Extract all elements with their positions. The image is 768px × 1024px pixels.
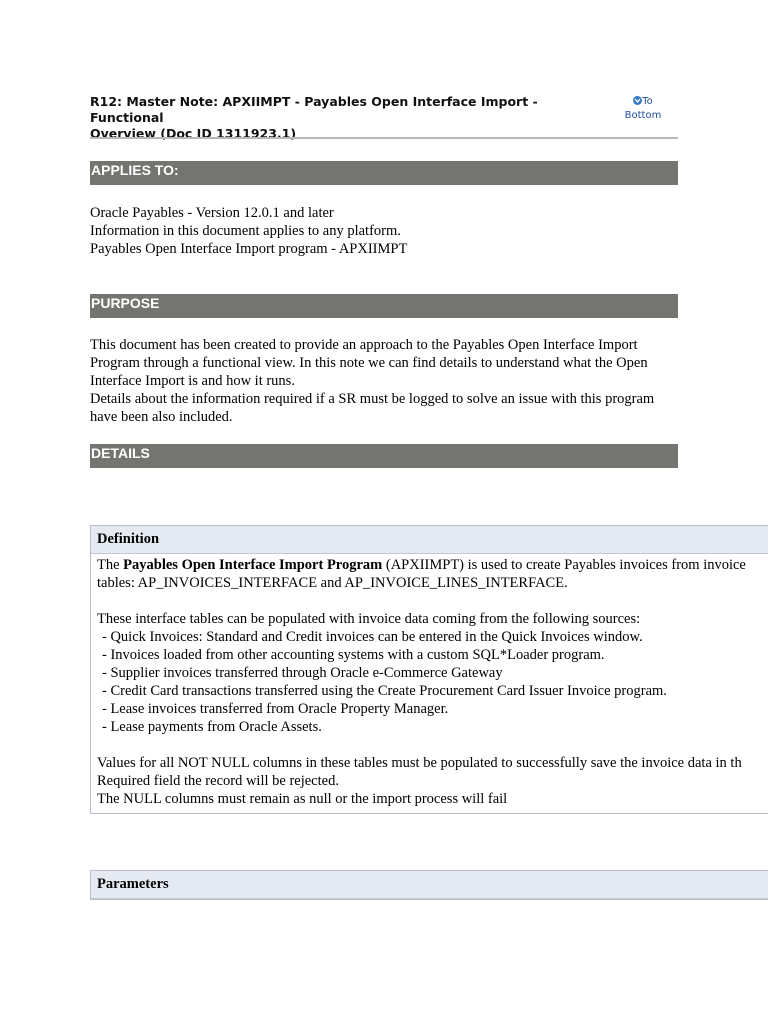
definition-note: Required field the record will be rejected. bbox=[97, 773, 339, 789]
purpose-line: have been also included. bbox=[90, 409, 233, 425]
purpose-body bbox=[90, 336, 686, 426]
applies-to-heading: APPLIES TO: bbox=[90, 161, 678, 185]
source-item: - Invoices loaded from other accounting systems with a custom SQL*Loader program. bbox=[102, 647, 605, 663]
definition-body bbox=[91, 554, 768, 812]
parameters-panel bbox=[90, 870, 768, 900]
definition-panel bbox=[90, 525, 768, 814]
page-title bbox=[90, 94, 610, 142]
definition-note: Values for all NOT NULL columns in these tables must be populated to successfully save the invoice data in th bbox=[97, 755, 742, 771]
purpose-heading: PURPOSE bbox=[90, 294, 678, 318]
arrow-down-circle-icon bbox=[633, 96, 642, 105]
program-name: Payables Open Interface Import Program bbox=[123, 557, 383, 573]
definition-intro bbox=[97, 556, 768, 574]
applies-to-line: Information in this document applies to any platform. bbox=[90, 223, 401, 239]
purpose-line: This document has been created to provide an approach to the Payables Open Interface Import bbox=[90, 337, 638, 353]
purpose-line: Program through a functional view. In this note we can find details to understand what the Open bbox=[90, 355, 648, 371]
applies-to-body bbox=[90, 204, 686, 258]
page-title-line-2: Overview (Doc ID 1311923.1) bbox=[90, 126, 297, 141]
page-title-line-1: R12: Master Note: APXIIMPT - Payables Open Interface Import - Functional bbox=[90, 94, 538, 125]
source-item: - Supplier invoices transferred through Oracle e-Commerce Gateway bbox=[102, 665, 503, 681]
definition-intro-line-2: tables: AP_INVOICES_INTERFACE and AP_INVOICE_LINES_INTERFACE. bbox=[97, 575, 568, 591]
definition-heading: Definition bbox=[91, 526, 768, 554]
source-item: - Lease payments from Oracle Assets. bbox=[102, 719, 322, 735]
definition-intro-rest: (APXIIMPT) is used to create Payables invoices from invoice bbox=[382, 557, 746, 573]
purpose-line: Interface Import is and how it runs. bbox=[90, 373, 295, 389]
applies-to-line: Payables Open Interface Import program - APXIIMPT bbox=[90, 241, 408, 257]
parameters-heading: Parameters bbox=[91, 871, 768, 899]
source-item: - Quick Invoices: Standard and Credit invoices can be entered in the Quick Invoices window. bbox=[102, 629, 643, 645]
to-bottom-label-1: To bbox=[642, 96, 653, 107]
applies-to-line: Oracle Payables - Version 12.0.1 and later bbox=[90, 205, 334, 221]
to-bottom-label-2: Bottom bbox=[624, 110, 662, 121]
source-item: - Lease invoices transferred from Oracle Property Manager. bbox=[102, 701, 449, 717]
details-heading: DETAILS bbox=[90, 444, 678, 468]
sources-intro: These interface tables can be populated with invoice data coming from the following sources: bbox=[97, 611, 641, 627]
source-item: - Credit Card transactions transferred using the Create Procurement Card Issuer Invoice program. bbox=[102, 683, 667, 699]
title-divider bbox=[90, 137, 678, 139]
definition-note: The NULL columns must remain as null or the import process will fail bbox=[97, 791, 508, 807]
to-bottom-link[interactable] bbox=[620, 95, 666, 123]
definition-intro-prefix: The bbox=[97, 557, 124, 573]
purpose-line: Details about the information required if a SR must be logged to solve an issue with this program bbox=[90, 391, 655, 407]
